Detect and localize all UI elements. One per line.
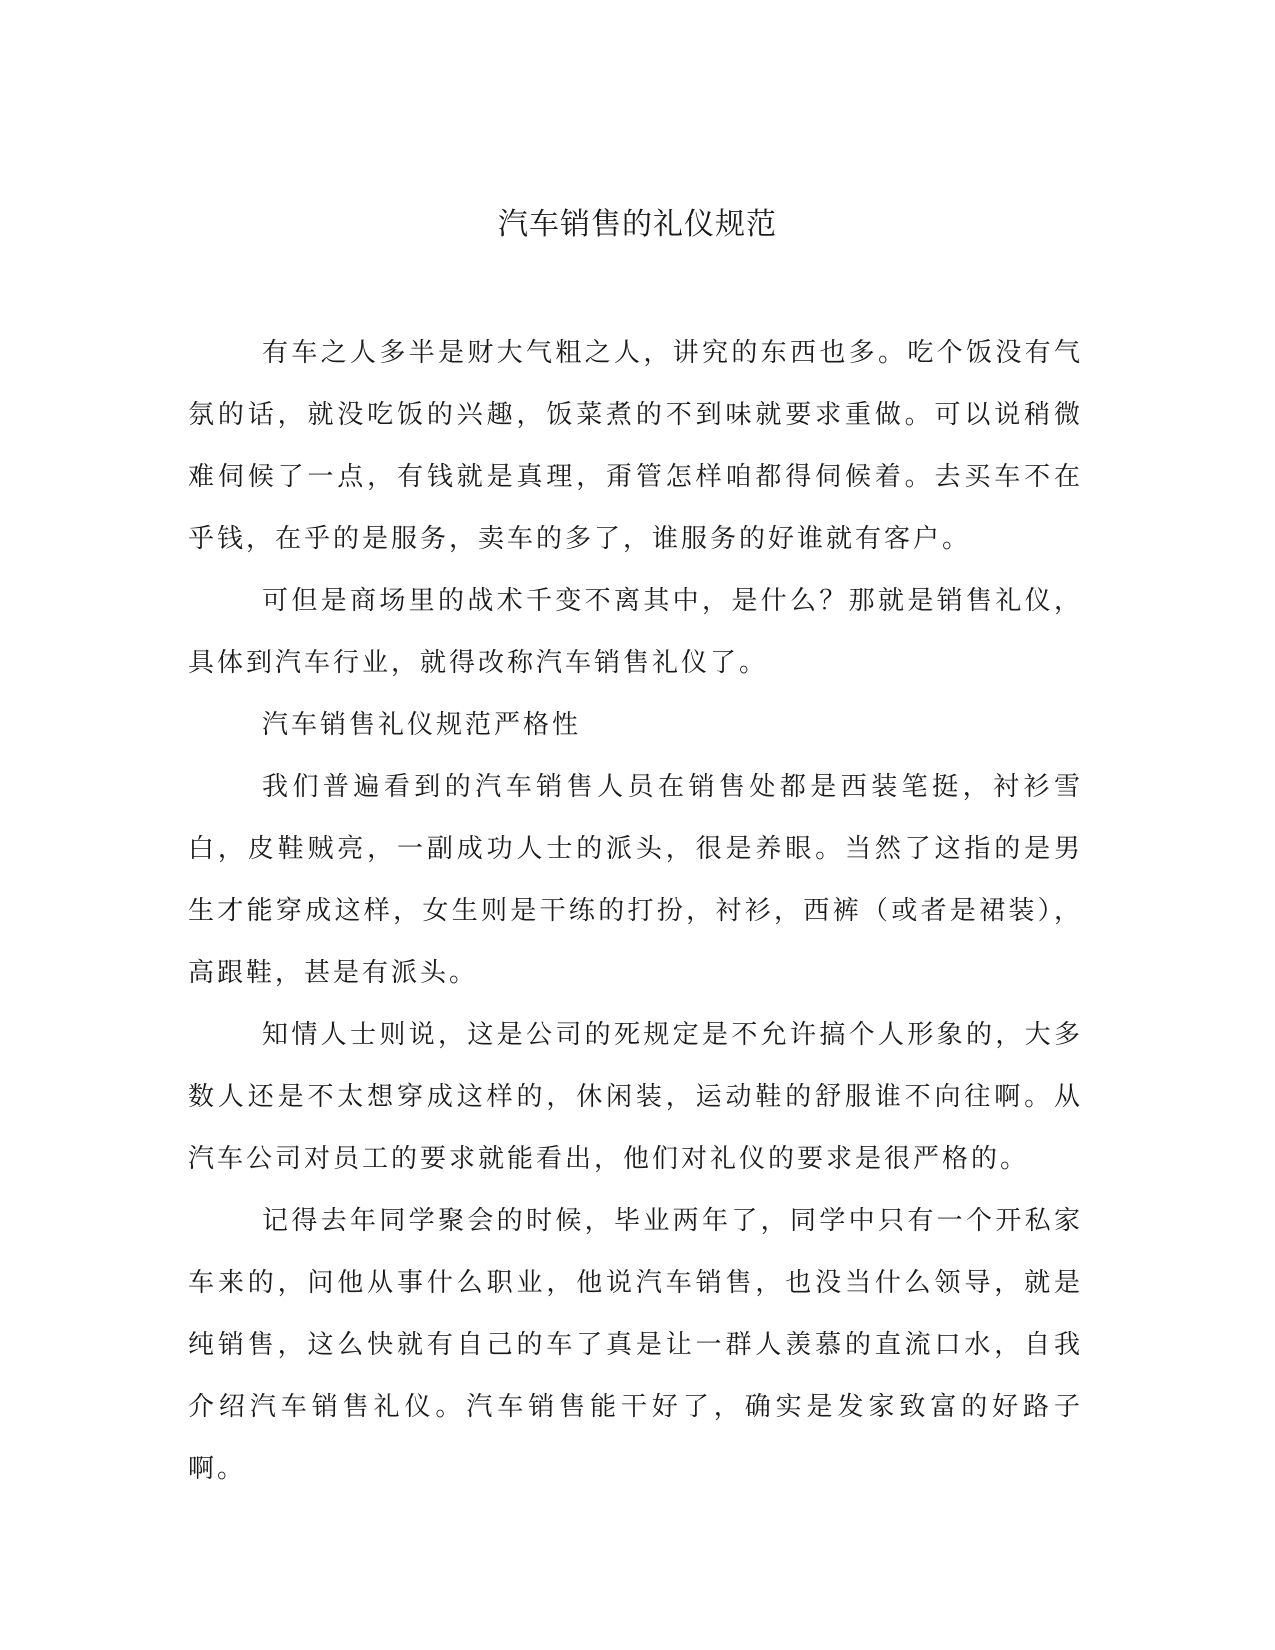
section-heading: 汽车销售礼仪规范严格性	[262, 710, 582, 740]
paragraph-5: 记得去年同学聚会的时候，毕业两年了，同学中只有一个开私家车来的，问他从事什么职业，他说汽车销售，也没当什么领导，就是纯销售，这么快就有自己的车了真是让一群人羡慕的直流口水，自我介绍汽车销售礼仪。汽车销售能干好了，确实是发家致富的好路子啊。	[188, 1206, 1083, 1484]
paragraph-3: 我们普遍看到的汽车销售人员在销售处都是西装笔挺，衬衫雪白，皮鞋贼亮，一副成功人士的派头，很是养眼。当然了这指的是男生才能穿成这样，女生则是干练的打扮，衬衫，西裤（或者是裙装），高跟鞋，甚是有派头。	[188, 772, 1083, 988]
paragraph-4: 知情人士则说，这是公司的死规定是不允许搞个人形象的，大多数人还是不太想穿成这样的，休闲装，运动鞋的舒服谁不向往啊。从汽车公司对员工的要求就能看出，他们对礼仪的要求是很严格的。	[188, 1020, 1083, 1174]
document-title: 汽车销售的礼仪规范	[498, 207, 777, 242]
paragraph-1: 有车之人多半是财大气粗之人，讲究的东西也多。吃个饭没有气氛的话，就没吃饭的兴趣，饭菜煮的不到味就要求重做。可以说稍微难伺候了一点，有钱就是真理，甭管怎样咱都得伺候着。去买车不在乎钱，在乎的是服务，卖车的多了，谁服务的好谁就有客户。	[188, 338, 1083, 554]
paragraph-2: 可但是商场里的战术千变不离其中，是什么？那就是销售礼仪，具体到汽车行业，就得改称汽车销售礼仪了。	[188, 586, 1083, 678]
document-body	[188, 322, 1083, 1500]
